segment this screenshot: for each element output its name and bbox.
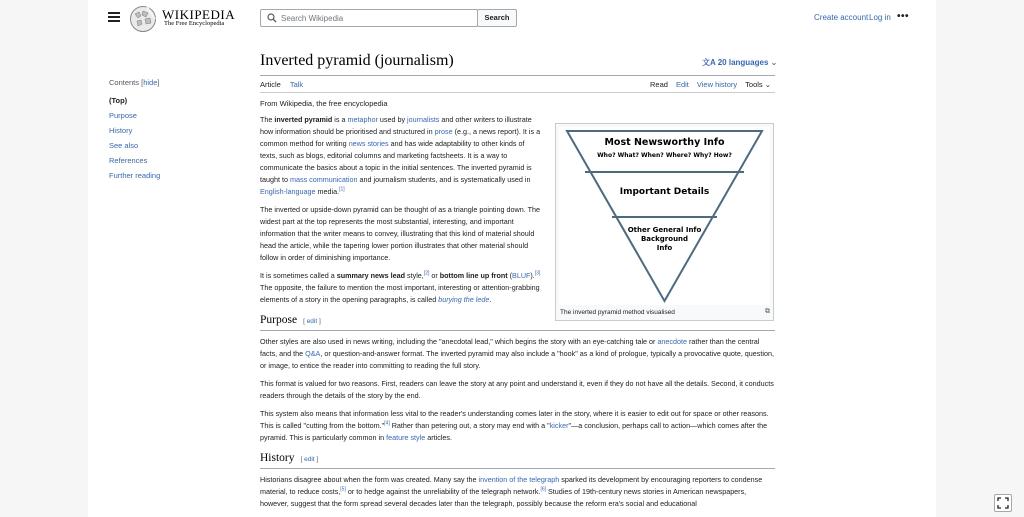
- search-button[interactable]: Search: [477, 9, 517, 27]
- search-box: [260, 9, 478, 27]
- tab-tools[interactable]: Tools ⌄: [745, 80, 772, 89]
- purpose-paragraph-2: This format is valued for two reasons. First, readers can leave the story at any point and understand it, even if they do not have all the details. Second, it conducts readers through the details of the story by the end.: [260, 379, 774, 400]
- pyramid-bottom-line2: Background: [640, 235, 689, 243]
- toc-hide-link[interactable]: hide: [143, 78, 158, 87]
- toc-item-top[interactable]: (Top): [109, 96, 128, 105]
- title-divider: [260, 75, 775, 76]
- link-journalists[interactable]: journalists: [407, 115, 440, 124]
- pyramid-bottom-line1: Other General Info: [627, 226, 702, 234]
- lead-paragraph-1: The inverted pyramid is a metaphor used by journalists and other writers to illustrate how information should be prioritised and structured in prose (e.g., a news report). It is a common method for writing news stories and has wide adaptability to other kinds of texts, such as blogs, editorial columns and marketing factsheets. It is a way to communicate the basics about a topic in the initial sentences. The inverted pyramid is taught to mass communication and journalism students, and is systematically used in English-language media.[1]: [260, 115, 541, 196]
- chevron-down-icon: ⌄: [764, 80, 772, 89]
- citation[interactable]: [4]: [384, 420, 390, 427]
- link-metaphor[interactable]: metaphor: [347, 115, 378, 124]
- edit-section-purpose[interactable]: edit: [306, 318, 318, 325]
- link-invention-of-the-telegraph[interactable]: invention of the telegraph: [478, 475, 560, 484]
- tab-view-history[interactable]: View history: [696, 80, 738, 89]
- wikipedia-globe-icon[interactable]: [129, 5, 157, 33]
- expand-icon: [995, 495, 1011, 511]
- edit-section-history[interactable]: edit: [304, 456, 315, 463]
- link-prose[interactable]: prose: [434, 127, 453, 136]
- citation[interactable]: [1]: [339, 186, 345, 193]
- log-in-link[interactable]: Log in: [869, 13, 891, 22]
- toc-item-history[interactable]: History: [109, 126, 133, 135]
- history-paragraph-1: Historians disagree about when the form was created. Many say the invention of the telegraph sparked its development by encouraging reporters to condense material, to reduce costs,[5] or to hedge against the unreliability of the telegraph network.[6] Studies of 19th-century news stories in American newspapers, however, suggest that the form spread several decades later than the telegraph, possibly because the reform era's social and educational: [260, 475, 763, 508]
- tab-talk[interactable]: Talk: [289, 80, 304, 89]
- link-anecdote[interactable]: anecdote: [657, 337, 688, 346]
- link-burying-the-lede[interactable]: burying the lede: [438, 295, 490, 304]
- citation[interactable]: [5]: [340, 486, 346, 493]
- toc-item-references[interactable]: References: [109, 156, 148, 165]
- tabs-divider: [260, 92, 775, 93]
- more-options-icon[interactable]: •••: [897, 11, 910, 22]
- citation[interactable]: [6]: [540, 486, 547, 493]
- enlarge-icon[interactable]: ⧉: [765, 308, 770, 315]
- site-tagline: From Wikipedia, the free encyclopedia: [260, 99, 388, 108]
- purpose-paragraph-3: This system also means that information less vital to the reader's understanding comes later in the story, where it is easier to edit out for space or other reasons. This is called "cutting from the bottom."[4] Rather than petering out, a story may end with a "kicker"—a conclusion, perhaps call to action—which comes after the pyramid. This is particularly common in feature style articles.: [260, 409, 769, 442]
- toc-item-further-reading[interactable]: Further reading: [109, 171, 161, 180]
- pyramid-middle-label: Important Details: [619, 187, 710, 197]
- pyramid-top-subtitle: Who? What? When? Where? Why? How?: [597, 152, 732, 159]
- tab-read[interactable]: Read: [650, 80, 668, 93]
- wikipedia-wordmark[interactable]: WIKIPEDIA: [162, 7, 236, 22]
- link-qa[interactable]: Q&A: [305, 349, 321, 358]
- link-english-language[interactable]: English-language: [260, 187, 316, 196]
- languages-button[interactable]: 文A 20 languages ⌄: [702, 58, 778, 67]
- main-menu-icon[interactable]: [108, 12, 120, 22]
- create-account-link[interactable]: Create account: [814, 13, 869, 22]
- link-news-stories[interactable]: news stories: [348, 139, 389, 148]
- search-icon: [267, 13, 277, 23]
- toc-item-see-also[interactable]: See also: [109, 141, 139, 150]
- pyramid-top-title: Most Newsworthy Info: [604, 137, 725, 148]
- toc-item-purpose[interactable]: Purpose: [109, 111, 137, 120]
- section-heading-history: History [ edit ]: [260, 452, 775, 469]
- link-bluf[interactable]: BLUF: [512, 271, 531, 280]
- chevron-down-icon: ⌄: [770, 58, 778, 67]
- table-of-contents: [109, 78, 239, 183]
- lead-paragraph-2: The inverted or upside-down pyramid can be thought of as a triangle pointing down. The widest part at the top represents the most substantial, interesting, and important information that the writer means to convey, illustrating that this kind of material should head the article, while the tapering lower portion illustrates that other material should follow in order of diminishing importance.: [260, 205, 540, 262]
- figure-caption: The inverted pyramid method visualised: [560, 309, 675, 316]
- page-title: Inverted pyramid (journalism): [260, 52, 454, 69]
- citation[interactable]: [2]: [423, 270, 430, 277]
- link-mass-communication[interactable]: mass communication: [289, 175, 358, 184]
- search-input[interactable]: [281, 10, 471, 26]
- fullscreen-toggle-button[interactable]: [994, 494, 1012, 512]
- article-content: [260, 114, 775, 516]
- lead-paragraph-3: It is sometimes called a summary news lead style,[2] or bottom line up front (BLUF).[3] The opposite, the failure to mention the most important, interesting or attention-grabbing elements of a story in the opening paragraphs, is called burying the lede.: [260, 270, 541, 304]
- translate-icon: 文A: [702, 58, 716, 67]
- link-kicker[interactable]: kicker: [549, 421, 569, 430]
- tab-edit[interactable]: Edit: [675, 80, 689, 89]
- tab-article[interactable]: Article: [260, 80, 281, 93]
- toc-heading: Contents [hide]: [109, 78, 160, 87]
- section-heading-purpose: Purpose [ edit ]: [260, 314, 775, 331]
- purpose-paragraph-1: Other styles are also used in news writing, including the "anecdotal lead," which begins the story with an eye-catching tale or anecdote rather than the central facts, and the Q&A, or question-and-answer format. The inverted pyramid may also include a "hook" as a kind of prologue, typically a provocative quote, question, or image, to entice the reader into committing to reading the full story.: [260, 337, 774, 370]
- link-feature-style[interactable]: feature style: [386, 433, 426, 442]
- wikipedia-tagline: The Free Encyclopedia: [164, 20, 225, 27]
- pyramid-bottom-line3: Info: [656, 244, 673, 252]
- citation[interactable]: [3]: [534, 270, 541, 277]
